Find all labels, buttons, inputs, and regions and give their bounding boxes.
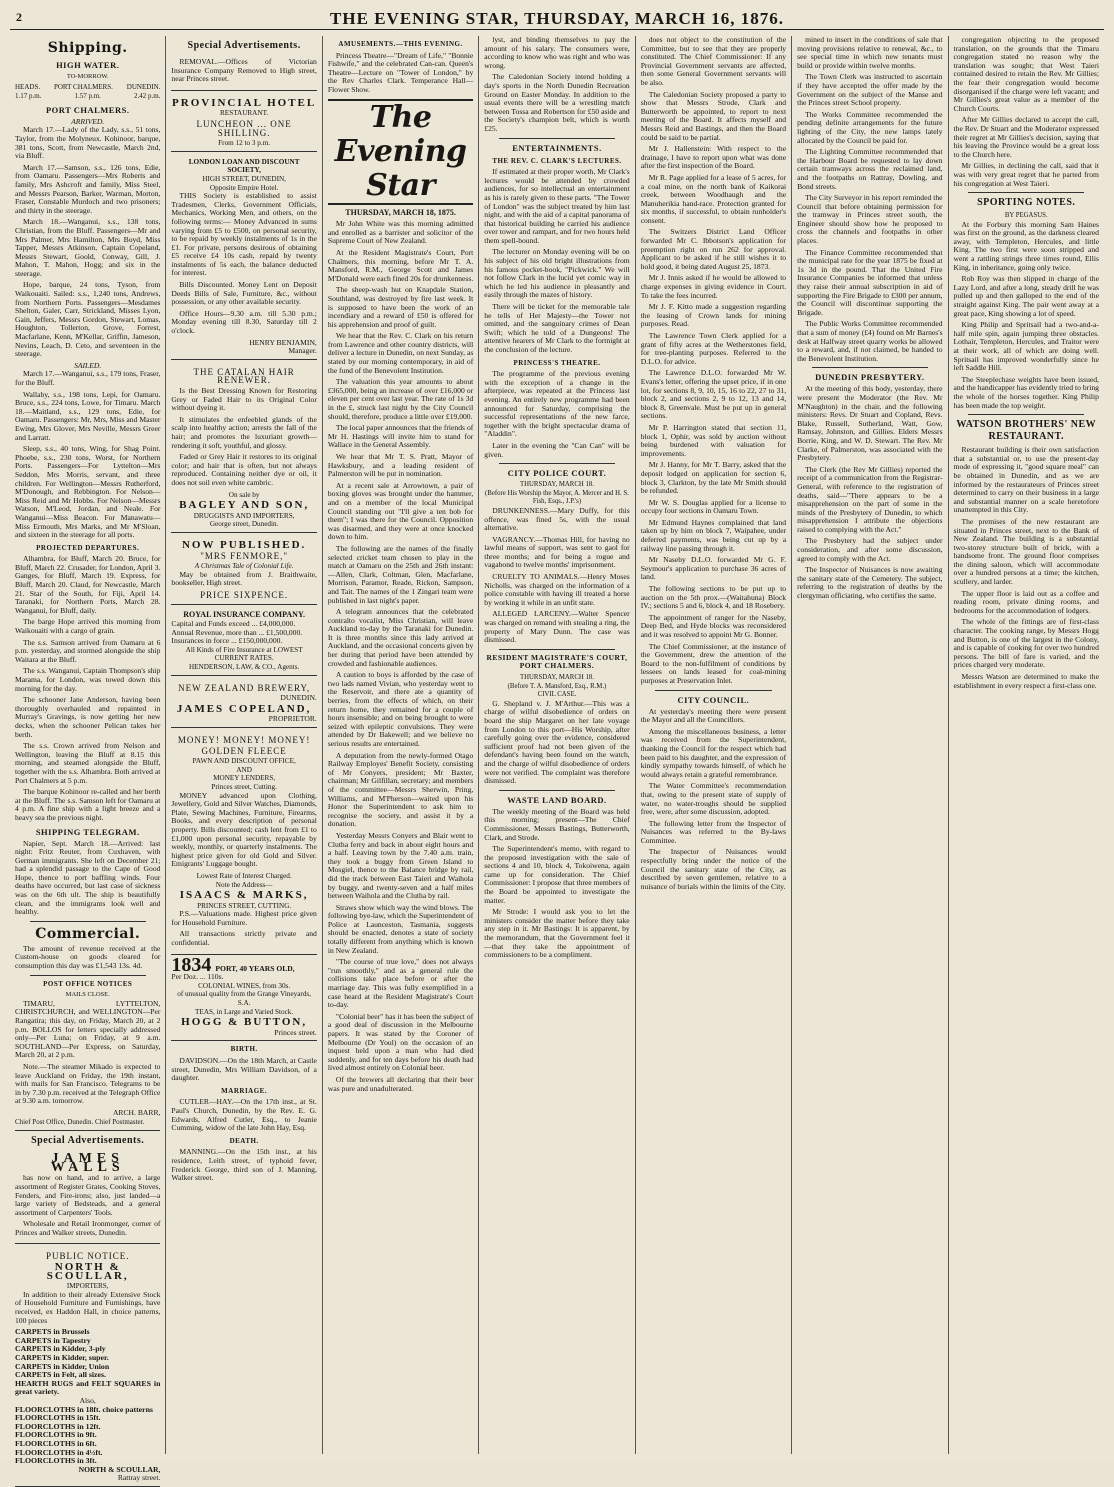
divider [499,463,615,464]
article-paragraph: Mr John White was this morning admitted and enrolled as a barrister and solicitor of the Supreme Court of New Zealand. [327,219,474,246]
article-paragraph: does not object to the constitution of the Committee, but to see that they are properly constituted. The Chief Commissioner: If any Provincial Government servants are affected, then some General Government servants will be also. [640,35,787,87]
article-paragraph: Later in the evening the "Can Can" will be given. [484,440,630,459]
evening-star-masthead: The Evening Star [328,99,473,205]
divider [968,192,1084,193]
london-loan-ad [171,155,316,360]
projected-heading: PROJECTED DEPARTURES. [36,543,140,552]
fenmore-text: May be obtained from J. Braithwaite, bookseller, High street. [171,569,317,588]
article-paragraph: At a recent sale at Arrowtown, a pair of boxing gloves was brought under the hammer, and on a member of the local Municipal Council standing out "I'll give a ten bob for them"; I was there for the Council. Opposition was disarmed, and they were at once knocked down to him. [327,480,474,542]
sporting-notes-heading: SPORTING NOTES. [977,197,1076,209]
list-item: FLOORCLOTHS in 6ft. [15,1438,97,1448]
royal-agents: All Kinds of Fire Insurance at LOWEST CURRENT RATES. [185,645,303,663]
on-sale-label: On sale by [228,490,260,499]
column-7 [949,36,1104,1454]
arrivals-text-4: Hope, barque, 24 tons, Tyson, from Waikouaiti. Sailed: s.s., 1,240 tons, Andrews, from Northern Ports. Passengers—Mesdames Shelton, Galer, Carr, Strickland, Misses Lyon, Gain, Jeffers, Messrs Gordon, Stewart, Lomas, Houghton, Tollerton, Grove, Forrest, Macfarlane, Kenn, M'Kellar, Griffin, Jameson, Nevins, Leach, D. Ceto, and seventeen in the steerage. [15,280,161,359]
article-paragraph: Mr Gillies, in declining the call, said that it was with very great regret that he parted from his congregation at West Taieri. [953,161,1099,188]
article-paragraph: The valuation this year amounts to about £365,000, being an increase of over £16,000 or eleven per cent over last year. The rate of 1s 3d in the £, struck last night by the City Council should, therefore, produce a little over £19,000. [327,377,474,421]
tide-times [15,92,160,101]
nz-brewery-location: DUNEDIN. [280,693,317,703]
manager-title: Manager. [288,346,317,356]
article-paragraph: Mr J. Innis asked if he would be allowed to charge expenses in giving evidence in Court. To take the fees incurred. [640,273,787,300]
shipping-heading: Shipping. [47,40,128,56]
list-item: CARPETS in Tapestry [15,1335,91,1345]
article-paragraph: Mr J. Hanny, for Mr T. Barry, asked that the deposit lodged on application for section 6, block 3, Clarkton, by the late Mr Smith should be refunded. [640,460,787,496]
article-paragraph: The local paper announces that the friends of Mr H. Hastings will invite him to stand for Wallace in the General Assembly. [327,423,474,450]
article-paragraph: The Chief Commissioner, at the instance of the Government, drew the attention of the Board to the non-fulfilment of conditions by lessees on lands leased for coal-mining purposes at Preservation Inlet. [640,641,787,685]
grange-text: of unusual quality from the Grange Vineyards, S.A. [177,990,312,1008]
article-paragraph: The following are the names of the finally selected cricket team chosen to play in the match at Oamaru on the 25th and 26th instant:—Allen, Clark, Coltman, Glen, Macfarlane, Morrison, Paramor, Reade, Rickon, Sampson, and Tait. The names of the 1 Zingari team were published in last night's paper. [327,543,474,605]
article-paragraph: Among the miscellaneous business, a letter was received from the Superintendent, thanking the Council for the respect which had been paid to his daughter, and the expression of kindly sympathy towards himself, of which he would always retain a grateful remembrance. [640,726,787,779]
death-text: MANNING.—On the 15th inst., at his residence, Leith street, of typhoid fever, Frederick George, third son of J. Manning, Walker street. [171,1147,317,1183]
list-item: CARPETS in Felt, all sizes. [15,1370,106,1380]
hogg-name: HOGG & BUTTON, [181,1016,308,1029]
confidential-text: All transactions strictly private and confidential. [171,929,317,948]
article-paragraph: King Philip and Spritsail had a two-and-a-half mile spin, again jumping three obstacles. Lothair, Templeton, Hercules, and Traitor were at their work, all of which are doing well. Spritsail has improved wonderfully since he left Saddle Hill. [953,320,1099,373]
money-text: MONEY advanced upon Clothing, Jewellery, Gold and Silver Watches, Diamonds, Plate, Sewing Machines, Furniture, Firearms, Books, and every description of personal property. Bills discounted; cash lent from £1 to £1,000 upon personal security, repayable by weekly, monthly, or quarterly instalments. The highest price given for old Gold and Silver. Emigrants' Luggage bought. [171,790,317,869]
pawn-label: PAWN AND DISCOUNT OFFICE, [192,757,296,766]
mails-text: TIMARU, LYTTELTON, CHRISTCHURCH, and WELLINGTON—Per Rangatira; this day, on Friday, March 20, at 2 p.m. BOLLOS for letters specially addressed only—Per Luna; on Friday, at 9 a.m. SOUTHLAND—Per Express, on Saturday, March 20, at 2 p.m. [15,998,161,1060]
projected-text: Alhambra, for Bluff, March 20. Bruce, for Bluff, March 22. Crusader, for London, April 3. Ganges, for Bluff, March 19. Express, for Bluff, March 20. Claud, for Newcastle, March 21. Star of the South, for Fiji, April 14. Taranaki, for Northern Ports, March 28. Wanganui, for Bluff, daily. [15,554,161,615]
catalan-text-3: Faded or Grey Hair it restores to its original color; and hair that is often, but not always reproduced. Containing neither dye or oil, it does not soil even white cambric. [171,452,317,487]
article-paragraph: The Lawrence D.L.O. forwarded Mr W. Evans's letter, offering the upset price, if in one lot, for sections 8, 9, 10, 15, 16 to 22, 27 to 31, block 2, and sections 2, 9 to 12, 13 and 14, block 8, Greenvale. Must be put up in general sections. [640,368,787,421]
money-heading: MONEY! MONEY! MONEY! [177,735,311,745]
port-year: 1834 [171,953,212,976]
postmaster-title: Chief Post Office, Dunedin. Chief Postmaster. [15,1117,145,1126]
article-paragraph: Mr P. Harrington stated that section 11, block 1, Ophir, was sold by auction without being burdened with valuation for improvements. [640,422,787,458]
divider [499,138,615,139]
arrivals-text-2: March 17.—Samson, s.s., 126 tons, Edie, from Oamaru. Passengers—Mrs Roberts and family, Mrs Ashcroft and family, Miss Steel, and Messrs Pearson, Barker, Warman, Morton, Fraser, Constable Murdoch and two prisoners; and thirty in the steerage. [15,162,161,215]
removal-ad [171,55,316,91]
news-6: The barque Kohinoor re-called and her berth at the Bluff. The s.s. Samson left for Oamaru at 4 p.m. A fine ship with a light breeze and a heavy sea the previous night. [15,787,161,822]
and-label: AND [236,765,252,774]
resident-magistrate-date: THURSDAY, MARCH 18. [519,674,594,681]
royal-revenue: Annual Revenue, more than ... £1,500,000. [171,627,303,637]
copeland-title: PROPRIETOR. [268,714,317,724]
money-rates: Lowest Rate of Interest Charged. [196,871,292,880]
article-paragraph: The Caledonian Society intend holding a day's sports in the North Dunedin Recreation Ground on Easter Monday. In addition to the usual events there will be a wrestling match between Tossa and Robertson for £50 aside and the Society's champion belt, which is worth £25. [484,72,630,133]
fenmore-ad [171,536,316,606]
tide-head-dunedin: DUNEDIN. [126,82,161,91]
royal-insurance-name: ROYAL INSURANCE COMPANY. [183,610,305,620]
fenmore-subtitle: A Christmas Tale of Colonial Life. [194,562,294,571]
public-notice-label: PUBLIC NOTICE. [45,1251,130,1262]
article-paragraph: The lecturer on Monday evening will be on his subject of his old bright illustrations from his famous pocket-book, "Pickwick." We will not follow Clark in the lucid yet comic way in which he led his audience in pleasantly and easily through the mazes of history. [484,247,630,300]
article-paragraph: The Clerk (the Rev Mr Gillies) reported the receipt of a communication from the Registrar-General, with reference to the registration of deaths, said—"There appears to be a misapprehension on the part of some in the minds of the Presbytery of Dunedin, to which misapprehension I attribute the objections raised to complying with the Act." [797,464,943,534]
list-item: FLOORCLOTHS in 4½ft. [15,1447,103,1457]
dateline: THURSDAY, MARCH 18, 1875. [345,207,456,217]
list-item: CARPETS in Brussels [15,1327,90,1337]
mails-text-2: Note.—The steamer Mikado is expected to leave Auckland on Friday, the 19th instant, with mails for San Francisco. Telegrams to be in by 7.30 p.m. received at the Telegraph Office at 9.30 a.m. tomorrow. [15,1061,161,1106]
article-paragraph: Mr J. F. Kitto made a suggestion regarding the leasing of Crown lands for mining purposes. Read. [640,302,787,329]
article-paragraph: lyst, and binding themselves to pay the amount of his salary. The consumers were, according to know who was right and who was wrong. [484,35,630,70]
telegram-text: Napier, Sept. March 18.—Arrived: last night: Fritz Reuter, from Cuxhaven, with German immigrants. She left on December 21; had a splendid passage to the Cape of Good Hope, thence to port baffling winds. Four deaths have occurred, but last case of sickness was on the 6th ult. The ship is beautifully clean, and the immigrants look well and healthy. [15,838,161,917]
provincial-hotel-name: PROVINCIAL HOTEL [172,96,317,109]
tide-time-dunedin: 2.42 p.m. [133,92,161,101]
article-paragraph: Of the brewers all declaring that their beer was pure and unadulterated. [327,1074,474,1093]
article-paragraph: G. Shepland v. J. M'Arthur.—This was a charge of wilful disobedience of orders on board the ship Margaret on her late voyage from London to this port—His Worship, after carefully going over the evidence, considered sufficient proof had not been given of the defendant's having been found on the watch, and the charge of wilful disobedience of orders were not verified. The complaint was therefore dismissed. [484,698,630,786]
money-lenders-label: MONEY LENDERS, [213,774,276,783]
article-paragraph: The Town Clerk was instructed to ascertain if they have accepted the offer made by the Government on the subject of the Manse and the Princes street School property. [797,72,943,108]
list-item: FLOORCLOTHS in 3ft. [15,1456,97,1466]
divider [30,921,146,922]
article-paragraph: Mr R. Page applied for a lease of 5 acres, for a coal mine, on the north bank of Kaikorai creek, between Woodhaugh and the Manuherikia hand-race. Protection granted for six months, if successful, to obtain runholder's consent. [640,172,787,225]
article-paragraph: Yesterday Messrs Conyers and Blair went to Clutha ferry and back in about eight hours and a half. Leaving town by the 7.40 a.m. train, they took a buggy from Green Island to Mosgiel, thence to the Balance bridge by rail, did the track between East Taieri and Waihola by buggy, and twenty-seven and a half miles between Waihola and the Clutha by rail. [327,830,474,901]
article-paragraph: The appointment of ranger for the Naseby, Deep Bed, and Hyde blocks was reconsidered and it was resolved to appoint Mr G. Bonner. [640,612,787,639]
article-paragraph: A deputation from the newly-formed Otago Railway Employes' Benefit Society, consisting of Mr Conyers, president; Mr Baxter, chairman; Mr Gilfillan, secretary; and members of the committee—Messrs Sherwin, Pring, Williams, and M'Pherson—waited upon his Honor the Superintendent to ask him to recognise the society, and assist it by a donation. [327,750,474,829]
article-paragraph: The Public Works Committee recommended that a sum of money (£4) found on Mr Barnes's desk at Halfway street quarry works be allowed to a reward, and, if not claimed, be handed to the Benevolent Institution. [797,319,943,363]
restaurant-label: RESTAURANT. [220,109,269,118]
article-paragraph: The Inspector of Nuisances is now awaiting the sanitary state of the Cemetery. The subject, referring to the registration of deaths by the clergyman officiating, who certifies the same. [797,565,943,601]
city-council-heading: CITY COUNCIL. [677,694,750,705]
news-3: The s.s. Wanganui, Captain Thompson's ship Marama, for London, was towed down this morning for the day. [15,666,161,693]
news-1: The barge Hope arrived this morning from Waikouaiti with a cargo of grain. [15,617,161,636]
column-4 [479,36,635,1454]
article-paragraph: After Mr Gillies declared to accept the call, the Rev. Dr Stuart and the Moderator expressed their regret at Mr Gillies's decision, saying that his leaving the Province would be a great loss to the Church here. [953,115,1099,159]
death-heading: DEATH. [229,1136,259,1145]
isaacs-name: ISAACS & MARKS, [179,889,309,902]
article-paragraph: The Lawrence Town Clerk applied for a grant of fifty acres at the Wetherstones field, for tree-planting purposes. Referred to the D.L.O. for advice. [640,331,787,366]
waste-land-heading: WASTE LAND BOARD. [507,794,607,805]
carpet-list [15,1328,160,1397]
article-paragraph: The Inspector of Nuisances would respectfully bring under the notice of the Council the sanitary state of the City, as described by seven gentlemen, relative to a nuisance of burials within the limits of the City. [640,847,787,891]
port-price: Per Doz. ... 110s. [171,972,224,982]
article-paragraph: Straws show which way the wind blows. The following bye-law, which the Superintendent of Police at Launceston, Tasmania, suggests should be enacted, denotes a state of society totally different from anything which is known in New Zealand. [327,902,474,955]
special-ads-heading-1: Special Advertisements. [31,1135,145,1147]
list-item: FLOORCLOTHS in 9ft. [15,1430,97,1440]
article-paragraph: At the Forbury this morning Sam Haines was first on the ground, as the darkness cleared away, with Templeton, Hercules, and little King. The two first were soon stripped and went a rattling strings three times round, Ellis King, in inheritance, going only twice. [953,219,1099,272]
entertainments-heading: ENTERTAINMENTS. [512,142,602,153]
catalan-text: Is the Best Dressing Known for Restoring Grey or Faded Hair to its Original Color without dyeing it. [171,386,317,413]
article-paragraph: The programme of the previous evening with the exception of a change in the afterpiece, was repeated at the Princess last evening. An entirely new programme had been announced for Saturday, comprising the successful representations of the new farce, together with the bright spectacular drama of "Aladdin". [484,369,630,439]
arrivals-text-3: March 18.—Wanganui, s.s., 138 tons, Christian, from the Bluff. Passengers—Mr and Mrs Palmer, Mrs Hamilton, Mrs Boyd, Miss Tapper, Messrs Atkinson, Captain Copeland, Messrs Stewart, Goold, Conway, Gill, J. Mahon, T. Mahon, Hogg; and six in the steerage. [15,217,161,278]
removal-text: REMOVAL.—Offices of Victorian Insurance Company Removed to High street, near Princes street. [171,57,317,84]
article-paragraph: Mr Edmund Haynes complained that land taken up by him on block 7, Waipahee, under deferred payments, was being cut up by a railway line passing through it. [640,517,787,553]
divider [30,975,146,976]
sporting-byline: BY PEGASUS. [1004,212,1048,220]
article-paragraph: DRUNKENNESS.—Mary Duffy, for this offence, was fined 5s, with the usual alternative. [484,505,630,533]
marriage-text: CUTLER—HAY.—On the 17th inst., at St. Paul's Church, Dunedin, by the Rev. E. G. Edwards, Alfred Cutler, Esq., to Jeanie Cumming, widow of the late John Hay, Esq. [171,1097,317,1133]
birth-text: DAVIDSON.—On the 18th March, at Castle street, Dunedin, Mrs William Davidson, of a daughter. [171,1056,317,1083]
james-walls-ad [15,1150,160,1244]
article-paragraph: The Superintendent's memo, with regard to the proposed investigation with the sale of sections 4 and 10, block 4, Tokoiwena, again came up for consideration. The Chief Commissioner: I propose that three members of the Board be appointed to investigate the matter. [484,844,630,905]
article-paragraph: At the Resident Magistrate's Court, Port Chalmers, this morning, before Mr T. A. Mansford, R.M., George Scott and James M'Donald were each fined 20s for drunkenness. [327,247,474,283]
london-loan-text-2: Bills Discounted. Money Lent on Deposit Deeds Bills of Sale, Furniture, &c., without possession, or any other available security. [171,280,317,307]
list-item: CARPETS in Kidder, Union [15,1361,110,1371]
money-address: Princes street, Cutting. [211,782,277,791]
divider [812,367,928,368]
post-office-heading: POST OFFICE NOTICES [43,979,133,988]
news-4: The schooner Jane Anderson, having been thoroughly overhauled and repainted in Murray's Gravings, is now getting her new decks, when the schooner Pelican takes her berth. [15,695,161,739]
amusements-heading: AMUSEMENTS.—THIS EVENING. [338,40,463,48]
article-paragraph: mined to insert in the conditions of sale that moving provisions relative to renewal, &c., to see special time in which new tenants must build or provide within twelve months. [797,35,943,70]
divider [499,790,615,791]
golden-fleece-ad [171,731,316,955]
royal-capital: Capital and Funds exceed ... £4,000,000. [171,619,296,629]
now-published-label: NOW PUBLISHED. [181,538,307,551]
article-paragraph: Mr Strode: I would ask you to let the ministers consider the matter before they take any step in it. Mr Bastings: It is apparent, by the memorandum, that the Government feel it—that they take the appointment of commissioners to be a compliment. [484,907,630,960]
birth-heading: BIRTH. [230,1045,258,1054]
colonial-wines: COLONIAL WINES, from 30s. [198,981,291,990]
article-paragraph: The following sections to be put up to auction on the 5th prox.—(Waitahuna) Block IV.; sections 5 and 6, block 4, and 18 Rosebery. [640,584,787,611]
james-walls-text-2: Wholesale and Retail Ironmonger, corner of Princes and Walker streets, Dunedin. [15,1219,161,1237]
luncheon-hours: From 12 to 3 p.m. [218,139,271,148]
article-paragraph: Mr W. S. Douglas applied for a license to occupy four sections in Oamaru Town. [640,497,787,516]
port-chalmers-heading: PORT CHALMERS. [45,104,130,115]
fenmore-title: "MRS FENMORE," [200,550,289,561]
luncheon-label: LUNCHEON ... ONE SHILLING. [196,118,292,138]
telegram-heading: SHIPPING TELEGRAM. [35,826,140,837]
article-paragraph: CRUELTY TO ANIMALS.—Henry Moses Nicholls, was charged on the information of a police constable with having ill treated a horse by working it while in an unfit state. [484,572,630,607]
port-wine-ad [171,953,317,1042]
isaacs-address: PRINCES STREET, CUTTING. [197,901,292,910]
article-paragraph: Mr J. Hallenstein: With respect to the drainage, I have to report upon what was done after the first inspection of the Board. [640,144,787,171]
tide-time-heads: 1.17 p.m. [15,92,42,101]
article-paragraph: A telegram announces that the celebrated contralto vocalist, Miss Christian, will leave Auckland to-day by the Taranaki for Dunedin. It is three months since this lady arrived at Auckland, and the occasional concerts given by her during that period have been attended by crowded and fashionable audiences. [327,607,474,668]
note-address: Note the Address— [215,880,273,889]
nz-brewery-name: NEW ZEALAND BREWERY, [178,682,311,693]
james-walls-name: JAMES WALLS [50,1151,125,1175]
floorcloth-list [15,1406,160,1466]
watson-heading: WATSON BROTHERS' NEW RESTAURANT. [956,419,1097,443]
manager-name: HENRY BENJAMIN, [249,337,317,347]
article-paragraph: Restaurant building is their own satisfaction that a substantial or, to use the present-day mode of expressing it, "good square meal" can be obtained in Dunedin, and as we are informed by the restaurateurs of Princes street determined to carry on their business in a large and substantial manner on a scale heretofore unattempted in this City. [953,445,1099,515]
article-paragraph: The Finance Committee recommended that the municipal rate for the year 1875 be fixed at 1s 3d in the pound. That the United Fire Insurance Companies be informed that unless they raise their annual subscription in aid of supporting the Fire Brigade to £300 per annum, the Council will discontinue supporting the Brigade. [797,247,943,317]
article-paragraph: The sheep-wash hut on Knapdale Station, Southland, was destroyed by fire last week. It is supposed to have been the work of an incendiary and a reward of £50 is offered for his apprehension and proof of guilt. [327,285,474,329]
article-paragraph: The premises of the new restaurant are situated in Princes street, next to the Bank of New Zealand. The building is a substantial two-storey structure built of brick, with a handsome front. The ground floor comprises the dining saloon, which will accommodate over a hundred persons at a time; the kitchen, scullery, and larder. [953,516,1099,587]
columns [10,35,1104,1483]
article-paragraph: A caution to boys is afforded by the case of two lads named Vivian, who yesterday went to the Reservoir, and there ate a quantity of berries, from the effects of which, on their return home, they remained for a couple of hours insensible; and on being brought to were seized with epileptic convulsions. They were attended by Dr Bakewell; and we believe no serious results are entertained. [327,670,474,748]
article-paragraph: Mr Naseby D.L.O. forwarded Mr G. F. Seymour's application to purchase 36 acres of land. [640,555,787,582]
presbytery-heading: DUNEDIN PRESBYTERY. [815,372,925,383]
london-loan-text: THIS Society is established to assist Tradesmen, Clerks, Government Officials, Mechanics, Working Men, and others, on the following terms:— Money Advanced in sums varying from £5 to £500, on personal security, to be repaid by weekly instalments of 1s in the £1. For private, persons desirous of obtaining £5 receive £4 10s cash, repaid by twenty instalments of 5s each, the balance deducted for interest. [171,191,317,278]
article-paragraph: "The course of true love," does not always "run smoothly," and as a general rule the collisions take place before or after the marriage day. This was fully exemplified in a case heard at the Resident Magistrate's Court to-day. [327,957,474,1010]
valuations-text: P.S.—Valuations made. Highest price given for Household Furniture. [171,909,317,927]
article-paragraph: Messrs Watson are determined to make the establishment in every respect a first-class one. [953,672,1099,690]
catalan-ad [171,363,316,533]
tide-head-port: PORT CHALMERS. [53,82,113,91]
princess-theatre-heading: PRINCESS'S THEATRE. [513,358,601,367]
arrivals-text: March 17.—Lady of the Lady, s.s., 51 tons, Taylor, from the Molyneux. Kohinoor, barque, 381 tons, Scott, from Newcastle, March 2nd, via Bluff. [15,125,161,161]
port-text: PORT, 40 YEARS OLD, [215,963,295,973]
article-paragraph: There will be ticket for the memorable tale he tells of Her Majesty—the Tower not omitted, and the sanguinary crimes of Dean Swift; which he told of a Dungeons! The attentive hearers of Mr Clark to the fortnight at the conclusion of the lecture. [484,302,630,354]
civil-case-label: CIVIL CASE. [537,691,577,699]
list-item: FLOORCLOTHS in 15ft. [15,1413,101,1423]
north-scoullar-ad [15,1247,160,1486]
north-scoullar-footer-2: Rattray street. [117,1473,161,1483]
news-5: The s.s. Crown arrived from Nelson and Wellington, leaving the Bluff at 8.15 this morning, and steamed alongside the Bluff, together with the s.s. Alhambra. Both arrived at Port Chalmers at 5 p.m. [15,741,161,785]
article-paragraph: The Switzers District Land Officer forwarded Mr C. Ibbotson's application for preemption right on run 262 for approval. Applicant to be asked if he still wishes it to hold good, it being dated August 25, 1873. [640,227,787,271]
sailed-text: March 17.—Wanganui, s.s., 179 tons, Fraser, for the Bluff. [15,369,161,387]
list-item: HEARTH RUGS and FELT SQUARES in great variety. [15,1378,161,1397]
north-scoullar-footer: NORTH & SCOULLAR, [78,1464,161,1474]
amusements-text: Princess Theatre—"Dream of Life," "Bonnie Fishwife," and the celebrated Can-can. Queen's Theatre—Lecture on "Tower of London," by the Rev Charles Clark. Temperance Hall—Flower Show. [327,50,474,94]
article-paragraph: If estimated at their proper worth, Mr Clark's lectures would be attended by crowded audiences, for so intellectual an entertainment as his is rarely given to these parts. "The Tower of London" was the subject treated by him last night, and with the aid of a capital panorama of that historical building he carried his audience over tower and rampart, and for two hours held them spell-bound. [484,167,630,245]
hogg-address: Princes street. [274,1027,317,1037]
mails-close-label: MAILS CLOSE. [65,991,110,999]
tide-head-heads: HEADS. [15,82,41,91]
divider [655,690,771,691]
commercial-text: The amount of revenue received at the Custom-house on goods cleared for consumption this day was £1,543 13s. 4d. [15,943,161,971]
article-paragraph: congregation objecting to the proposed translation, on the grounds that the Timaru congregation stated no reason why the translation was sought; that West Taieri contained desired to retain the Rev. Mr Gillies; the fear their congregation would become disorganised if the charge were left vacant; and Mr Gillies's great value as a member of the Church Courts. [953,35,1099,113]
nz-brewery-ad [171,679,316,728]
provincial-hotel-ad [171,94,316,152]
resident-magistrate-before: (Before T. A. Mansford, Esq., R.M.) [507,682,607,690]
copeland-name: JAMES COPELAND, [176,702,312,715]
article-paragraph: The Water Committee's recommendation that, owing to the present state of supply of water, no water-troughs should be supplied free, were, after some discussion, adopted. [640,781,787,817]
city-police-before: (Before His Worship the Mayor, A. Mercer and H. S. Fish, Esqs., J.P.'s) [485,489,629,506]
special-ads-heading-2: Special Advertisements. [187,40,301,51]
resident-magistrate-heading: RESIDENT MAGISTRATE'S COURT, PORT CHALMERS. [486,652,628,671]
james-walls-text: has now on hand, and to arrive, a large assortment of Register Grates, Cooking Stoves, Fenders, and Fire-irons; also, just landed—a large variety of Bedsteads, and a general assortment of Carpenters' Tools. [15,1173,161,1217]
price-label: PRICE SIXPENCE. [200,589,289,600]
column-6 [792,36,948,1454]
golden-fleece-name: GOLDEN FLEECE [201,745,287,756]
catalan-text-2: It stimulates the enfeebled glands of the scalp into healthy action; arrests the fall of the hair; and promotes the luxuriant growth—rendering it soft, youthful, and glossy. [171,414,317,450]
article-paragraph: The following letter from the Inspector of Nuisances was referred to the By-laws Committee. [640,818,787,845]
royal-force: Insurances in force ... £150,000,000. [171,636,283,646]
article-paragraph: VAGRANCY.—Thomas Hill, for having no lawful means of support, was sent to gaol for three months; and for being a rogue and vagabond to twelve months' imprisonment. [484,534,630,570]
article-paragraph: The upper floor is laid out as a coffee and reading room, private dining rooms, and bedrooms for the accommodation of lodgers. [953,588,1099,615]
list-item: CARPETS in Kidder, 3-ply [15,1344,106,1354]
article-paragraph: The Lighting Committee recommended that the Harbour Board be requested to lay down certain tramways across the reclaimed land, and the footpaths on Rattray, Dowling, and Bond streets. [797,147,943,191]
article-paragraph: The Works Committee recommended the pending definite arrangements for the future lighting of the City, the new lamps lately allocated by the Council be paid for. [797,109,943,145]
article-paragraph: The Caledonian Society proposed a party to show that Messrs Strode, Clark and Butterworth be appointed, to report to next meeting of the Board. It affects myself and Messrs Reid and Bastings, and then the Board could be said to be partial. [640,89,787,142]
tide-headers [15,83,160,92]
marriage-heading: MARRIAGE. [221,1086,268,1095]
column-3 [323,36,479,1454]
catalan-heading: THE CATALAN HAIR RENEWER. [193,366,295,386]
london-loan-name: LONDON LOAN AND DISCOUNT SOCIETY, [188,157,300,175]
article-paragraph: The whole of the fittings are of first-class character. The cooking range, by Messrs Hogg and Button, is one of the largest in the Colony, and is capable of cooking for over two hundred persons. The bill of fare is varied, and the prices charged very moderate. [953,617,1099,670]
teas-text: TEAS, in Large and Varied Stock. [195,1007,294,1016]
column-5 [636,36,792,1454]
sailed-label: SAILED. [74,360,102,370]
news-2: The s.s. Samson arrived from Oamaru at 6 p.m. yesterday, and stormed alongside the ship Waitara at the Bluff. [15,637,161,664]
list-item: CARPETS in Kidder, super. [15,1353,109,1362]
article-paragraph: The Steeplechase weights have been issued, and the handicapper has evidently tried to bring the whole of the horses together. King Philip has been made the top weight. [953,374,1099,410]
city-police-heading: CITY POLICE COURT. [507,468,607,479]
postmaster-name: ARCH. BARR, [112,1107,161,1117]
royal-insurance-ad [171,608,316,675]
royal-agents-2: HENDERSON, LAW, & CO., Agents. [188,663,300,672]
column-2 [166,36,322,1454]
column-1 [10,36,166,1483]
to-morrow-label: TO-MORROW. [66,73,109,80]
sailed-text-3: Sleep, s.s., 40 tons, Wing, for Shag Point. Phoebe, s.s., 230 tons, Worst, for Northern Ports. Passengers—For Lyttelton—Mrs Seddon, Mrs Morris, servant, and three children. For Wellington—Messrs Rutherford, M'Donough, and Rebbington. For Nelson—Miss Reid and Mr Hobbs. For Nelson—Messrs Watson, M'Leod, Jordan, and Neale. For Wanganui—Miss Beacon. For Manawatu—Miss Ermouth, Mrs Marks, and Mr M'Sloan, and sixteen in the steerage for all ports. [15,444,161,540]
north-scoullar-text: In addition to their already Extensive Stock of Household Furniture and Furnishings, have received, ex Haddon Hall, in choice patterns, 100 pieces [15,1289,161,1325]
article-paragraph: We hear that the Rev. C. Clark on his return from Lawrence and other country districts, will deliver a lecture in Dunedin, on next Sunday, as stated by our morning contemporary, in aid of the fund of the Benevolent Institution. [327,331,474,375]
north-scoullar-name: NORTH & SCOULLAR, [46,1261,129,1282]
article-paragraph: We hear that Mr T. S. Pratt, Mayor of Hawksbury, and a leading resident of Palmerston will be put in nomination. [327,452,474,479]
divider [499,649,615,650]
bagley-subtitle: DRUGGISTS AND IMPORTERS, [193,511,295,520]
bagley-address: George street, Dunedin. [209,520,279,529]
article-paragraph: The Presbytery had the subject under consideration, and after some discussion, agreed to comply with the Act. [797,536,943,563]
article-paragraph: At the meeting of this body, yesterday, there were present the Moderator (the Rev. Mr M'Naughton) in the chair, and the following ministers: Revs. Dr Stuart and Copland, Revs. Blake, Russell, Sutherland, Watt, Gow, Ramsay, Johnston, and Gillies. Elders Messrs Borrie, King, and W. D. Stewart. The Rev. Mr Clarke, of Palmerston, was associated with the Presbytery. [797,384,943,463]
article-paragraph: At yesterday's meeting there were present the Mayor and all the Councillors. [640,706,787,725]
masthead [10,8,1104,30]
list-item: FLOORCLOTHS in 18ft. choice patterns [15,1404,153,1414]
arrived-label: ARRIVED. [71,116,105,126]
bagley-name: BAGLEY AND SON, [179,499,310,512]
london-loan-opposite: Opposite Empire Hotel. [209,183,279,192]
also-label: Also, [79,1395,96,1405]
list-item: FLOORCLOTHS in 12ft. [15,1421,101,1431]
london-loan-hours: Office Hours—9.30 a.m. till 5.30 p.m.; Monday evening till 8.30, Saturday till 2 o'clock. [171,308,317,336]
divider [968,414,1084,415]
article-paragraph: Rob Roy was then slipped in charge of the Lazy Lord, and after a long, steady drill he was pulled up and then galloped to the end of the straight against King. The pair went away at a great pace, King showing a lot of speed. [953,274,1099,318]
commercial-heading: Commercial. [35,925,141,942]
london-loan-address: HIGH STREET, DUNEDIN, [202,174,286,183]
tide-time-port: 1.57 p.m. [74,92,101,101]
clark-lectures-heading: THE REV. C. CLARK'S LECTURES. [492,156,622,165]
sailed-text-2: Wallaby, s.s., 198 tons, Lepi, for Oamaru. Bruce, s.s., 224 tons, Lowe, for Timaru. March 18.—Maitland, s.s., 129 tons, Edie, for Oamaru. Passengers: Mr, Mrs, Miss and Master Ewing, Mrs Glover, Mrs Neville, Messrs Greer and Larratt. [15,389,161,442]
article-paragraph: The City Surveyor in his report reminded the Council that before obtaining permission for the tramway in Princes street south, the Engineer should show how he proposed to cross the channels and footpaths in other places. [797,193,943,246]
article-paragraph: ALLEGED LARCENY.—Walter Spencer was charged on remand with stealing a ring, the property of Mary Dunn. The case was dismissed. [484,609,630,645]
article-paragraph: "Colonial beer" has it has been the subject of a good deal of discussion in the Melbourne papers. It was stated by the Coroner of Melbourne (Dr Youl) on the occasion of an inquest held upon a man who had died suddenly, and for ten days before his death had lived almost entirely on Colonial beer. [327,1011,474,1073]
article-paragraph: The weekly meeting of the Board was held this morning; present—The Chief Commissioner, Messrs Bastings, Butterworth, Clark, and Strode. [484,806,630,842]
divider [15,1130,160,1131]
masthead-title: THE EVENING STAR, THURSDAY, MARCH 16, 1876. [330,8,784,28]
city-police-date: THURSDAY, MARCH 18. [519,481,594,489]
high-water-heading: HIGH WATER. [56,60,120,70]
importers-label: IMPORTERS, [66,1282,109,1291]
page-number: 2 [16,10,23,24]
